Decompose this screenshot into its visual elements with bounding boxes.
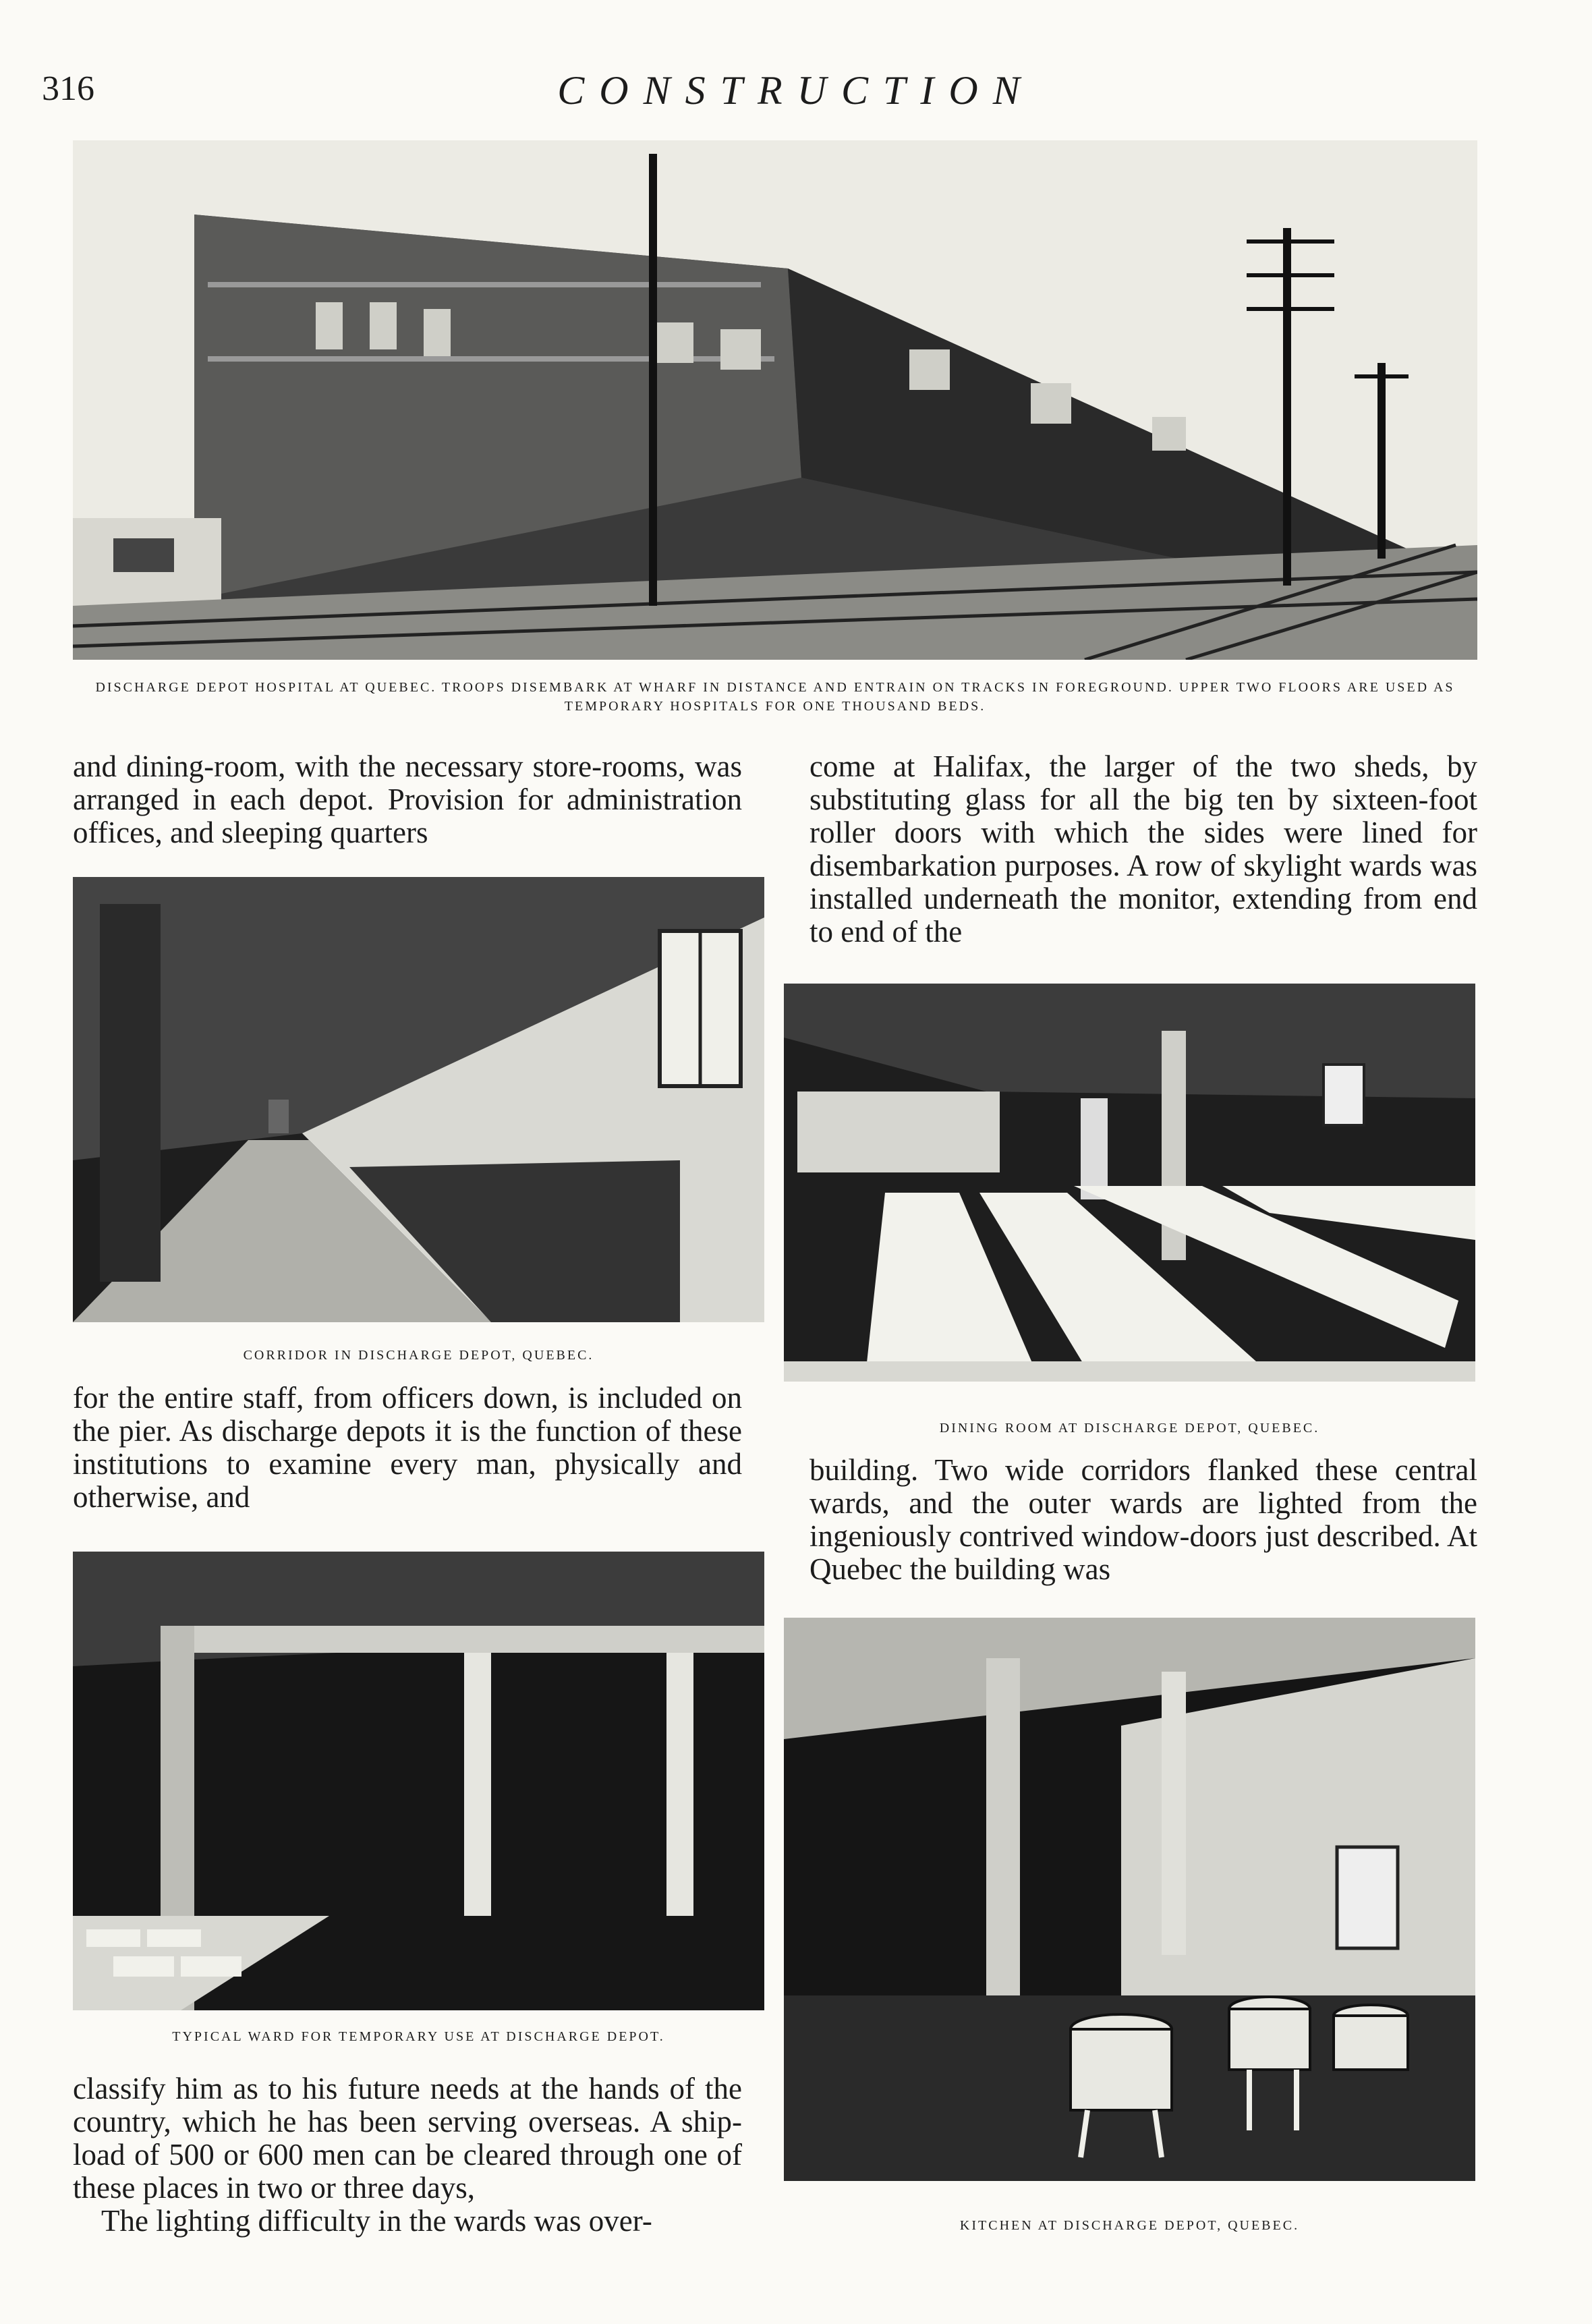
- caption-typical-ward: TYPICAL WARD FOR TEMPORARY USE AT DISCHARGE DEPOT.: [172, 2029, 665, 2044]
- photo-dining-room: [784, 984, 1475, 1382]
- body-text-right-1: come at Halifax, the larger of the two sheds, by substituting glass for all the big ten by sixteen-foot roller doors with which the sides were lined for disembarkation purposes. A row of skylight wards was installed underneath the monitor, extending from end to end of the: [809, 749, 1477, 948]
- caption-corridor: CORRIDOR IN DISCHARGE DEPOT, QUEBEC.: [243, 1348, 594, 1363]
- photo-kitchen: [784, 1618, 1475, 2181]
- caption-dining-room: DINING ROOM AT DISCHARGE DEPOT, QUEBEC.: [939, 1421, 1320, 1436]
- body-text-left-3: classify him as to his future needs at the hands of the country, which he has been serving overseas. A ship-load of 500 or 600 men can be cleared through one of these places in two or three days,: [73, 2072, 742, 2205]
- body-text-left-1: and dining-room, with the necessary store-rooms, was arranged in each depot. Provision for administration offices, and sleeping quarters: [73, 749, 742, 849]
- photo-corridor: [73, 877, 764, 1322]
- running-title: CONSTRUCTION: [557, 68, 1035, 113]
- photo-depot-hospital: [73, 140, 1477, 660]
- body-text-left-2: for the entire staff, from officers down, is included on the pier. As discharge depots it is the function of these institutions to examine every man, physically and otherwise, and: [73, 1381, 742, 1514]
- caption-depot-hospital: DISCHARGE DEPOT HOSPITAL AT QUEBEC. TROOPS DISEMBARK AT WHARF IN DISTANCE AND ENTRAIN ON TRACKS IN FOREGROUND. UPPER TWO FLOORS ARE USED AS TEMPORARY HOSPITALS FOR ONE THOUSAND BEDS.: [95, 680, 1455, 714]
- page-number: 316: [42, 69, 94, 108]
- photo-typical-ward: [73, 1552, 764, 2010]
- body-text-left-4: The lighting difficulty in the wards was over-: [101, 2204, 652, 2238]
- caption-kitchen: KITCHEN AT DISCHARGE DEPOT, QUEBEC.: [959, 2218, 1300, 2233]
- body-text-right-2: building. Two wide corridors flanked these central wards, and the outer wards are lighted from the ingeniously contrived window-doors just described. At Quebec the building was: [809, 1453, 1477, 1586]
